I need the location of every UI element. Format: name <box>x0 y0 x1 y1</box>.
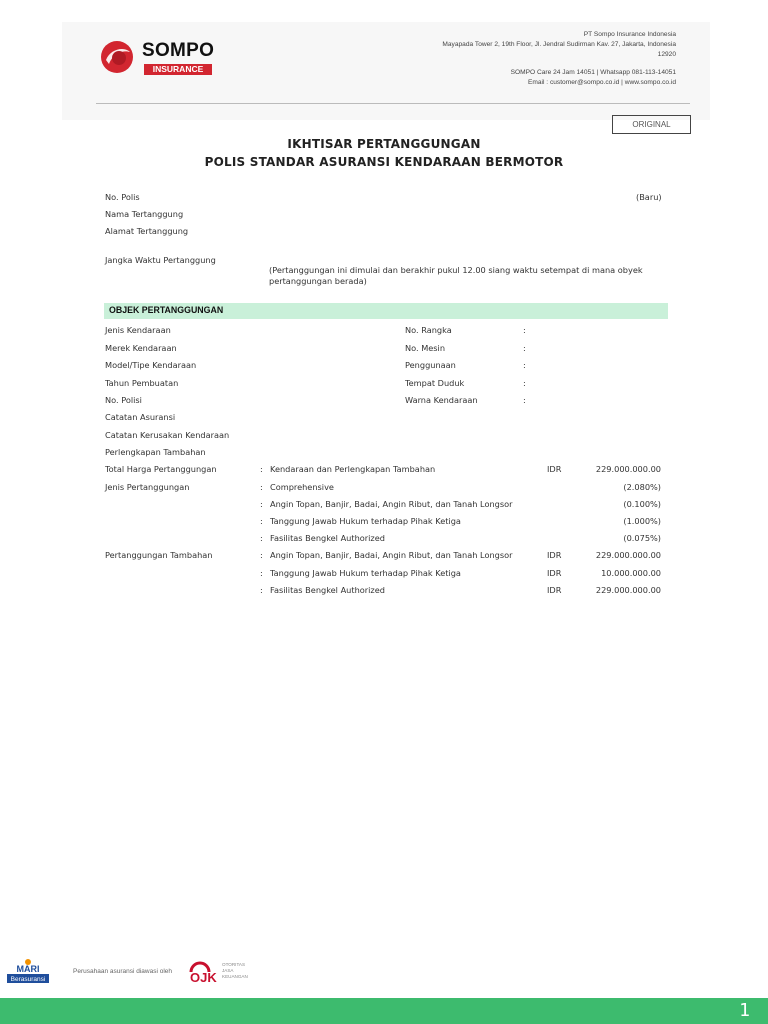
mari-logo-bottom: Berasuransi <box>10 976 46 983</box>
coverage-item-desc: Comprehensive <box>270 482 334 492</box>
additional-item-desc: Angin Topan, Banjir, Badai, Angin Ribut, dan Tanah Longsor <box>270 550 513 560</box>
coverage-item-rate: (2.080%) <box>623 482 661 492</box>
policy-status: (Baru) <box>636 192 662 202</box>
total-harga-label: Total Harga Pertanggungan <box>105 464 217 474</box>
field-no-mesin: No. Mesin <box>405 343 446 353</box>
company-postal: 12920 <box>657 51 676 58</box>
coverage-item-desc: Angin Topan, Banjir, Badai, Angin Ribut, dan Tanah Longsor <box>270 499 513 509</box>
field-penggunaan: Penggunaan <box>405 360 456 370</box>
field-catatan-asuransi: Catatan Asuransi <box>105 412 176 422</box>
field-jenis-kendaraan: Jenis Kendaraan <box>105 325 171 335</box>
section-title: OBJEK PERTANGGUNGAN <box>109 305 224 315</box>
total-harga-desc: Kendaraan dan Perlengkapan Tambahan <box>270 464 436 474</box>
additional-item-desc: Fasilitas Bengkel Authorized <box>270 585 385 595</box>
document-subtitle: POLIS STANDAR ASURANSI KENDARAAN BERMOTOR <box>204 155 564 169</box>
ojk-logo-mark: OJK <box>190 970 217 984</box>
nama-tertanggung-label: Nama Tertanggung <box>105 209 184 219</box>
field-perlengkapan-tambahan: Perlengkapan Tambahan <box>105 447 206 457</box>
additional-item-amount: 229.000.000.00 <box>595 585 661 595</box>
additional-item-amount: 10.000.000.00 <box>601 568 661 578</box>
colon: : <box>260 585 263 595</box>
additional-item-amount: 229.000.000.00 <box>595 550 661 560</box>
page-number: 1 <box>739 1000 750 1021</box>
mari-logo-top: MARI <box>16 964 40 974</box>
brand-tag: INSURANCE <box>144 64 212 75</box>
section-header-objek <box>104 303 668 319</box>
colon: : <box>260 550 263 560</box>
ojk-text: OTORITAS JASA KEUANGAN <box>222 962 248 979</box>
header-divider <box>96 103 690 104</box>
colon: : <box>260 516 263 526</box>
ojk-logo-icon <box>188 960 222 984</box>
company-address: Mayapada Tower 2, 19th Floor, Jl. Jendral Sudirman Kav. 27, Jakarta, Indonesia <box>442 41 676 48</box>
field-no-polisi: No. Polisi <box>105 395 142 405</box>
brand-name: SOMPO <box>142 40 215 61</box>
colon: : <box>523 325 526 335</box>
company-email: Email : customer@sompo.co.id | www.sompo.co.id <box>527 79 676 86</box>
field-catatan-kerusakan: Catatan Kerusakan Kendaraan <box>105 430 230 440</box>
sompo-logo-icon <box>100 40 134 74</box>
colon: : <box>523 378 526 388</box>
colon: : <box>260 533 263 543</box>
additional-item-currency: IDR <box>547 568 562 578</box>
colon: : <box>260 499 263 509</box>
document-title: IKHTISAR PERTANGGUNGAN <box>287 137 481 151</box>
total-harga-amount: 229.000.000.00 <box>595 464 661 474</box>
original-badge: ORIGINAL <box>612 115 691 134</box>
ojk-logo <box>188 960 268 984</box>
field-merek-kendaraan: Merek Kendaraan <box>105 343 177 353</box>
alamat-tertanggung-label: Alamat Tertanggung <box>105 226 189 236</box>
supervised-by-text: Perusahaan asuransi diawasi oleh <box>73 968 173 975</box>
coverage-item-rate: (0.100%) <box>623 499 661 509</box>
footer-strip <box>0 998 768 1024</box>
colon: : <box>260 568 263 578</box>
jangka-waktu-note: (Pertanggungan ini dimulai dan berakhir pukul 12.00 siang waktu setempat di mana obyek pertanggungan berada) <box>269 265 643 286</box>
coverage-item-rate: (0.075%) <box>623 533 661 543</box>
field-warna-kendaraan: Warna Kendaraan <box>405 395 478 405</box>
additional-item-desc: Tanggung Jawab Hukum terhadap Pihak Ketiga <box>270 568 461 578</box>
field-tempat-duduk: Tempat Duduk <box>405 378 465 388</box>
company-info <box>356 30 676 88</box>
field-model-tipe: Model/Tipe Kendaraan <box>105 360 197 370</box>
jenis-pertanggungan-label: Jenis Pertanggungan <box>105 482 190 492</box>
company-name: PT Sompo Insurance Indonesia <box>583 31 676 38</box>
colon: : <box>523 343 526 353</box>
coverage-item-desc: Fasilitas Bengkel Authorized <box>270 533 385 543</box>
field-no-rangka: No. Rangka <box>405 325 452 335</box>
pertanggungan-tambahan-label: Pertanggungan Tambahan <box>105 550 213 560</box>
additional-item-currency: IDR <box>547 550 562 560</box>
colon: : <box>523 395 526 405</box>
jangka-waktu-label: Jangka Waktu Pertanggung <box>105 255 216 265</box>
colon: : <box>523 360 526 370</box>
no-polis-label: No. Polis <box>105 192 140 202</box>
sompo-logo <box>100 38 220 78</box>
coverage-item-desc: Tanggung Jawab Hukum terhadap Pihak Ketiga <box>270 516 461 526</box>
colon: : <box>260 482 263 492</box>
mari-berasuransi-logo <box>6 958 50 984</box>
company-phone: SOMPO Care 24 Jam 14051 | Whatsapp 081-113-14051 <box>510 69 676 76</box>
colon: : <box>260 464 263 474</box>
coverage-item-rate: (1.000%) <box>623 516 661 526</box>
field-tahun-pembuatan: Tahun Pembuatan <box>105 378 179 388</box>
total-harga-currency: IDR <box>547 464 562 474</box>
additional-item-currency: IDR <box>547 585 562 595</box>
